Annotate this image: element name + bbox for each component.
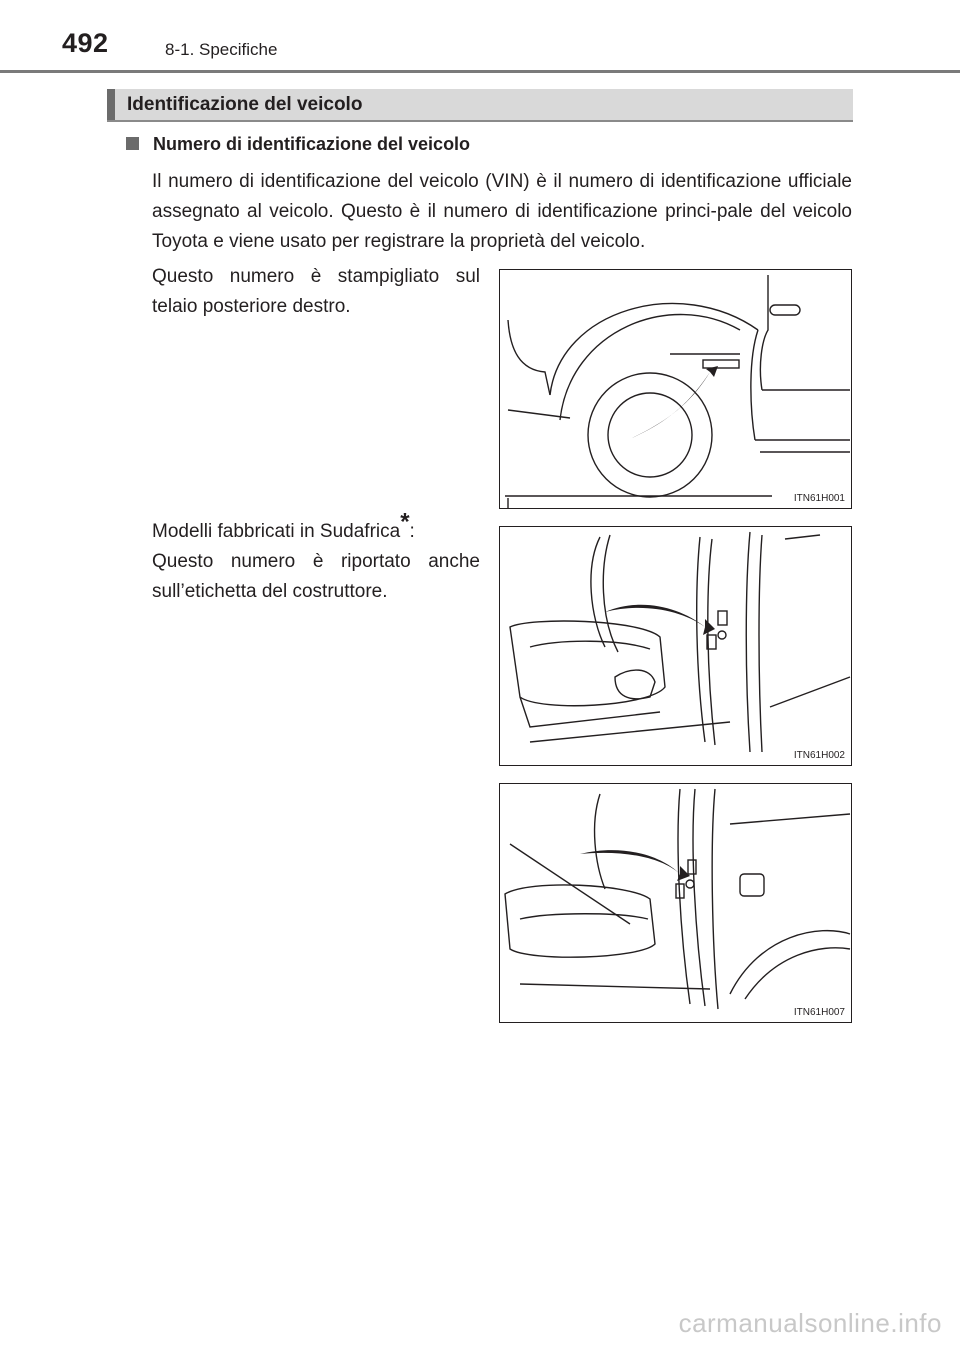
south-africa-note [152, 508, 480, 607]
footnote-asterisk: * [400, 508, 410, 536]
intro-paragraph [152, 167, 852, 257]
location-text: Questo numero è stampigliato sul telaio posteriore destro. [152, 266, 480, 317]
watermark: carmanualsonline.info [678, 1308, 942, 1338]
figure-rear-frame [499, 269, 852, 509]
south-africa-label: Modelli fabbricati in Sudafrica [152, 521, 401, 542]
square-bullet-icon [126, 137, 139, 150]
heading-accent [107, 89, 115, 120]
section-title: 8-1. Specifiche [165, 40, 278, 59]
figure-code: ITN61H001 [793, 493, 845, 504]
figure-door-pillar [499, 526, 852, 766]
figure-door-pillar-alt [499, 783, 852, 1023]
intro-paragraph-text: Il numero di identificazione del veicolo (VIN) è il numero di identificazione ufficiale assegnato al veicolo. Questo è il numero di identificazione princi-pale del veicolo Toyota e viene usato per registrare la proprietà del veicolo. [152, 171, 852, 252]
section-heading-bar [107, 89, 853, 122]
figure-code: ITN61H002 [793, 750, 845, 761]
subheading [126, 134, 470, 155]
header-divider [0, 70, 960, 73]
south-africa-heading [152, 508, 480, 547]
south-africa-colon: : [409, 521, 415, 542]
door-pillar-label-illustration-alt [500, 784, 853, 1024]
figure-code: ITN61H007 [793, 1007, 845, 1018]
page-number: 492 [62, 28, 109, 58]
section-heading: Identificazione del veicolo [127, 94, 363, 115]
location-description [152, 262, 480, 322]
south-africa-text: Questo numero è riportato anche sull’etichetta del costruttore. [152, 551, 480, 602]
door-pillar-label-illustration [500, 527, 853, 767]
subheading-text: Numero di identificazione del veicolo [153, 134, 471, 154]
rear-frame-vin-illustration [500, 270, 853, 510]
